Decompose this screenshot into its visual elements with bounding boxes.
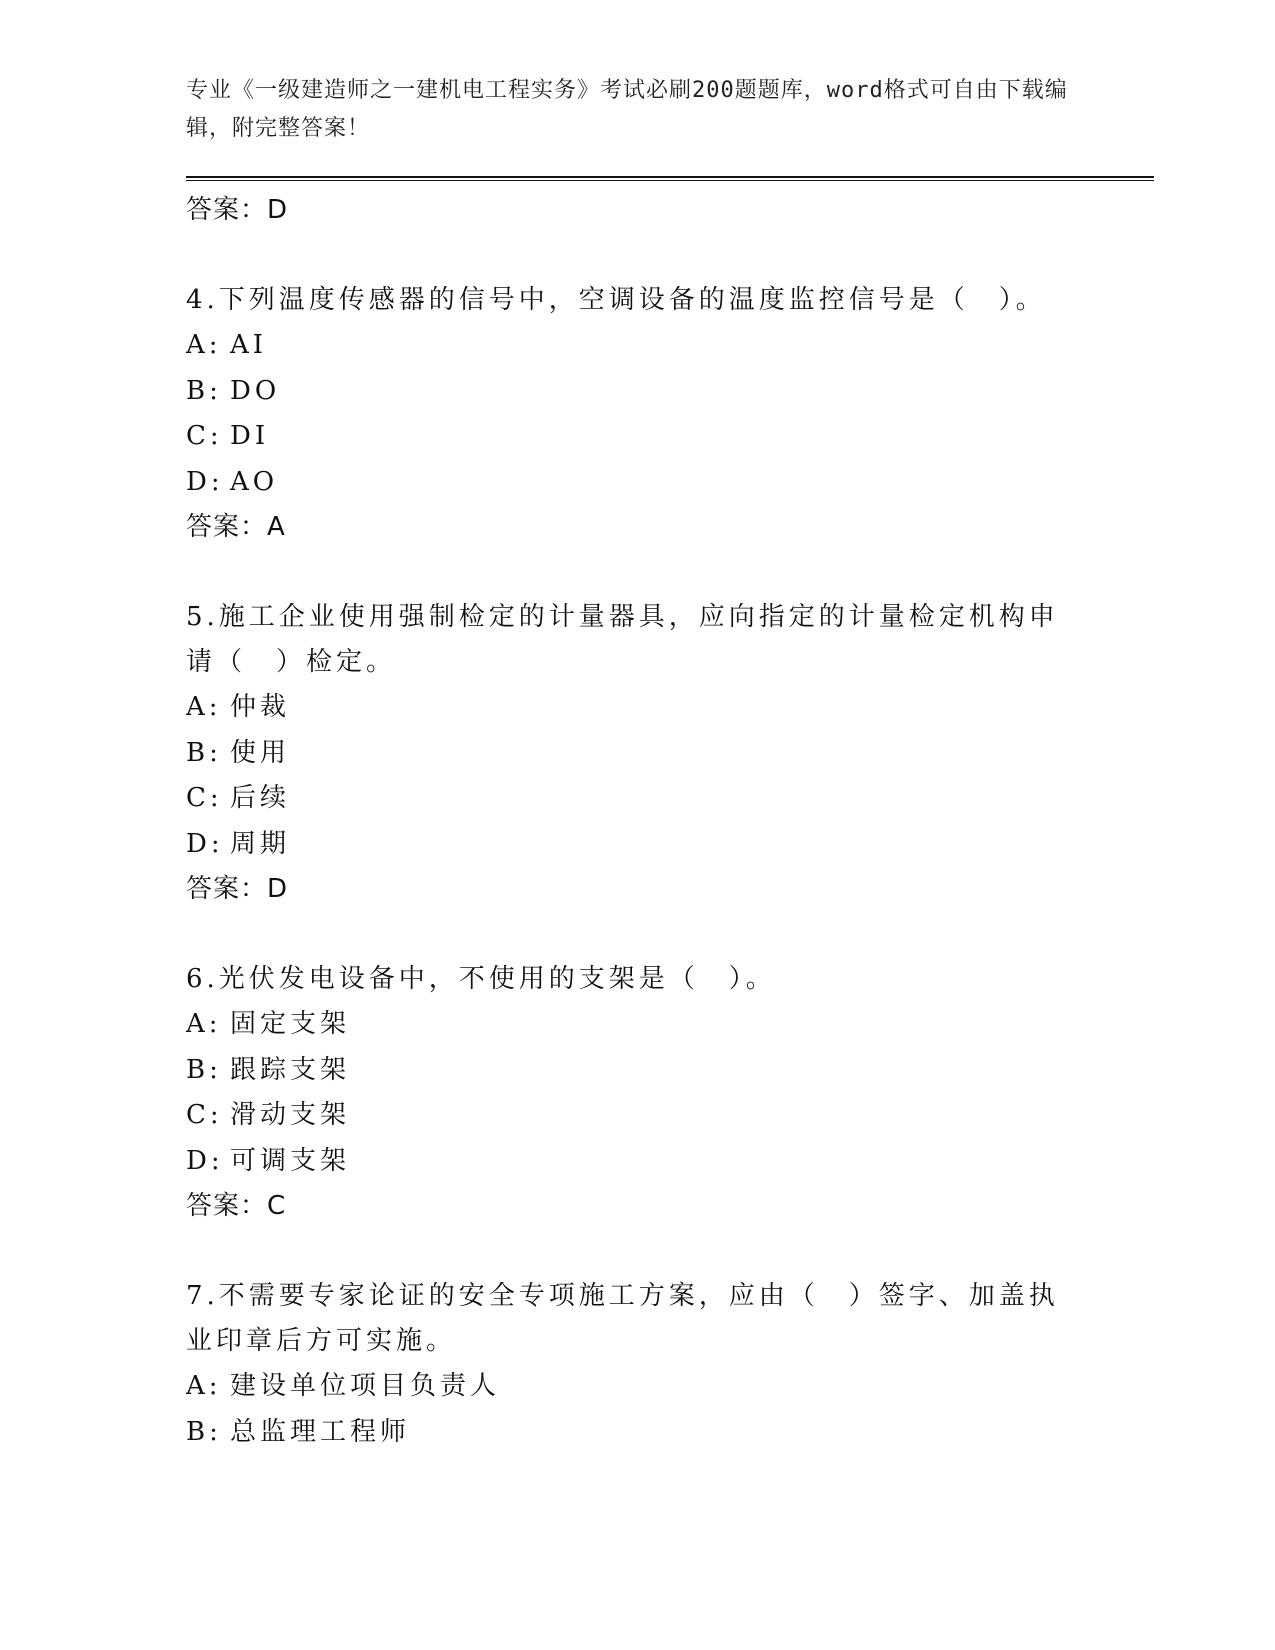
document-header: 专业《一级建造师之一建机电工程实务》考试必刷200题题库，word格式可自由下载编辑，附完整答案！: [186, 78, 1068, 141]
option-a: [186, 1002, 1086, 1048]
question-stem: 4.下列温度传感器的信号中，空调设备的温度监控信号是（ ）。: [186, 285, 1046, 315]
option-text: AO: [230, 466, 279, 497]
option-text: DI: [230, 421, 270, 451]
answer-line: 答案：D: [186, 874, 289, 904]
option-text: 建设单位项目负责人: [230, 1371, 501, 1401]
option-letter: A:: [186, 330, 222, 360]
question-item: [186, 595, 1086, 911]
question-item: [186, 957, 1086, 1228]
option-letter: B:: [186, 375, 222, 406]
answer-line: 答案：C: [186, 1191, 287, 1221]
option-text: DO: [230, 375, 281, 406]
option-d: [186, 822, 1086, 868]
option-letter: D:: [186, 1145, 224, 1176]
option-text: 跟踪支架: [230, 1054, 351, 1085]
option-letter: B:: [186, 1416, 222, 1447]
option-letter: D:: [186, 828, 224, 859]
option-a: [186, 1364, 1086, 1410]
option-letter: D:: [186, 466, 224, 497]
option-d: [186, 1139, 1086, 1185]
question-stem: 6.光伏发电设备中，不使用的支架是（ ）。: [186, 964, 776, 994]
question-list: [186, 188, 1086, 1455]
option-letter: B:: [186, 1054, 222, 1085]
question-item: [186, 1274, 1086, 1455]
option-letter: C:: [186, 421, 223, 451]
option-d: [186, 460, 1086, 506]
option-text: 周期: [230, 828, 291, 859]
question-stem: 5.施工企业使用强制检定的计量器具，应向指定的计量检定机构申请（ ）检定。: [186, 602, 1059, 677]
option-letter: A:: [186, 1371, 222, 1401]
option-c: [186, 414, 1086, 460]
option-text: 可调支架: [230, 1145, 351, 1176]
option-text: 后续: [230, 783, 291, 813]
question-item: [186, 278, 1086, 549]
answer-line: 答案：A: [186, 512, 286, 542]
option-letter: C:: [186, 783, 223, 813]
option-text: 使用: [230, 737, 291, 768]
option-b: [186, 731, 1086, 777]
option-b: [186, 369, 1086, 415]
option-b: [186, 1048, 1086, 1094]
question-stem: 7.不需要专家论证的安全专项施工方案，应由（ ）签字、加盖执业印章后方可实施。: [186, 1281, 1059, 1356]
option-text: 固定支架: [230, 1009, 351, 1039]
option-letter: A:: [186, 692, 222, 722]
option-text: 仲裁: [230, 692, 291, 722]
option-letter: C:: [186, 1100, 223, 1130]
option-a: [186, 323, 1086, 369]
option-c: [186, 776, 1086, 822]
option-letter: B:: [186, 737, 222, 768]
option-letter: A:: [186, 1009, 222, 1039]
answer-line: 答案：D: [186, 195, 289, 225]
option-b: [186, 1410, 1086, 1456]
option-text: 滑动支架: [230, 1100, 351, 1130]
option-text: 总监理工程师: [230, 1416, 411, 1447]
option-a: [186, 685, 1086, 731]
option-text: AI: [230, 330, 268, 360]
header-divider: [186, 176, 1154, 181]
option-c: [186, 1093, 1086, 1139]
